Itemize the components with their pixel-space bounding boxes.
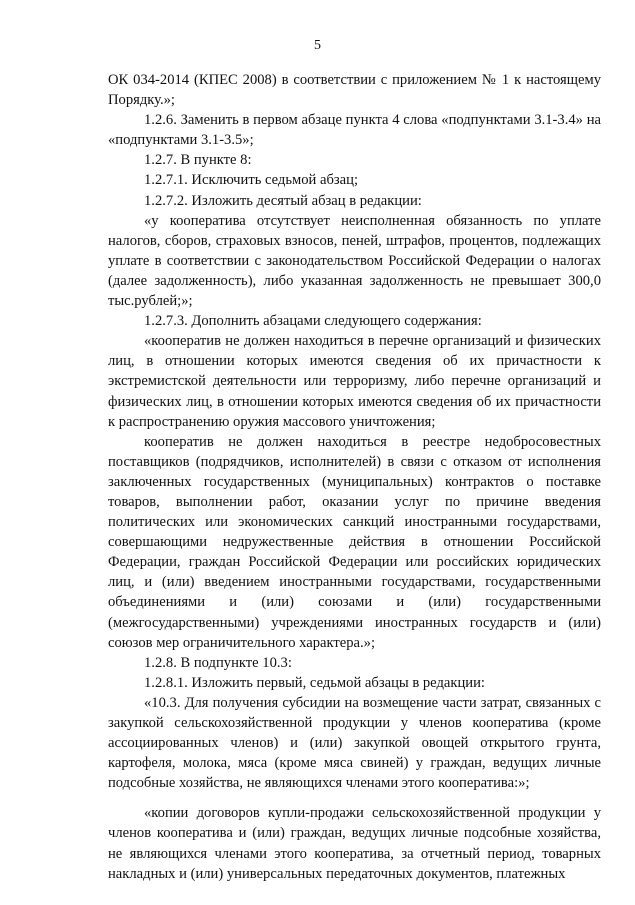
paragraph: «у кооператива отсутствует неисполненная обязанность по уплате налогов, сборов, страховых взносов, пеней, штрафов, процентов, подлежащих уплате в соответствии с законодательством Российской Федерации о налогах (далее задолженность), либо указанная задолженность не превышает 300,0 тыс.рублей;»; [108,212,601,310]
paragraph: кооператив не должен находиться в реестре недобросовестных поставщиков (подрядчиков, исполнителей) в связи с отказом от исполнения заключенных государственных (муниципальных) контрактов о поставке товаров, выполнении работ, оказании услуг по причине введения политических или экономических санкций иностранными государствами, совершающими недружественные действия в отношении Российской Федерации, граждан Российской Федерации или российских юридических лиц, и (или) введением иностранными государствами, государственными объединениями и (или) союзами и (или) государственными (межгосударственными) учреждениями иностранных государств и (или) союзов мер ограничительного характера.»; [108,433,601,651]
paragraph: 1.2.8.1. Изложить первый, седьмой абзацы в редакции: [144,674,485,691]
paragraph: «кооператив не должен находиться в перечне организаций и физических лиц, в отношении которых имеются сведения об их причастности к экстремистской деятельности или терроризму, либо перечне организаций и физических лиц, в отношении которых имеются сведения об их причастности к распространению оружия массового уничтожения; [108,333,601,430]
paragraph: 1.2.7.2. Изложить десятый абзац в редакции: [144,192,422,209]
document-body [108,70,601,884]
paragraph: 1.2.7.3. Дополнить абзацами следующего содержания: [144,313,482,330]
paragraph: «10.3. Для получения субсидии на возмещение части затрат, связанных с закупкой сельскохозяйственной продукции у членов кооператива (кроме ассоциированных членов) и (или) закупкой овощей открытого грунта, картофеля, молока, мяса (кроме мяса свиней) у граждан, ведущих личные подсобные хозяйства, не являющихся членами этого кооператива:»; [108,694,601,792]
paragraph: 1.2.6. Заменить в первом абзаце пункта 4 слова «подпунктами 3.1-3.4» на «подпунктами 3.1-3.5»; [108,112,601,149]
paragraph: 1.2.8. В подпункте 10.3: [144,654,292,671]
paragraph: ОК 034-2014 (КПЕС 2008) в соответствии с приложением № 1 к настоящему Порядку.»; [108,72,601,109]
paragraph: 1.2.7. В пункте 8: [144,152,252,169]
paragraph: «копии договоров купли-продажи сельскохозяйственной продукции у членов кооператива и (или) граждан, ведущих личные подсобные хозяйства, не являющихся членами этого кооператива, за отчетный период, товарных накладных и (или) универсальных передаточных документов, платежных [108,805,601,882]
paragraph: 1.2.7.1. Исключить седьмой абзац; [144,172,359,189]
page-number: 5 [314,38,321,53]
